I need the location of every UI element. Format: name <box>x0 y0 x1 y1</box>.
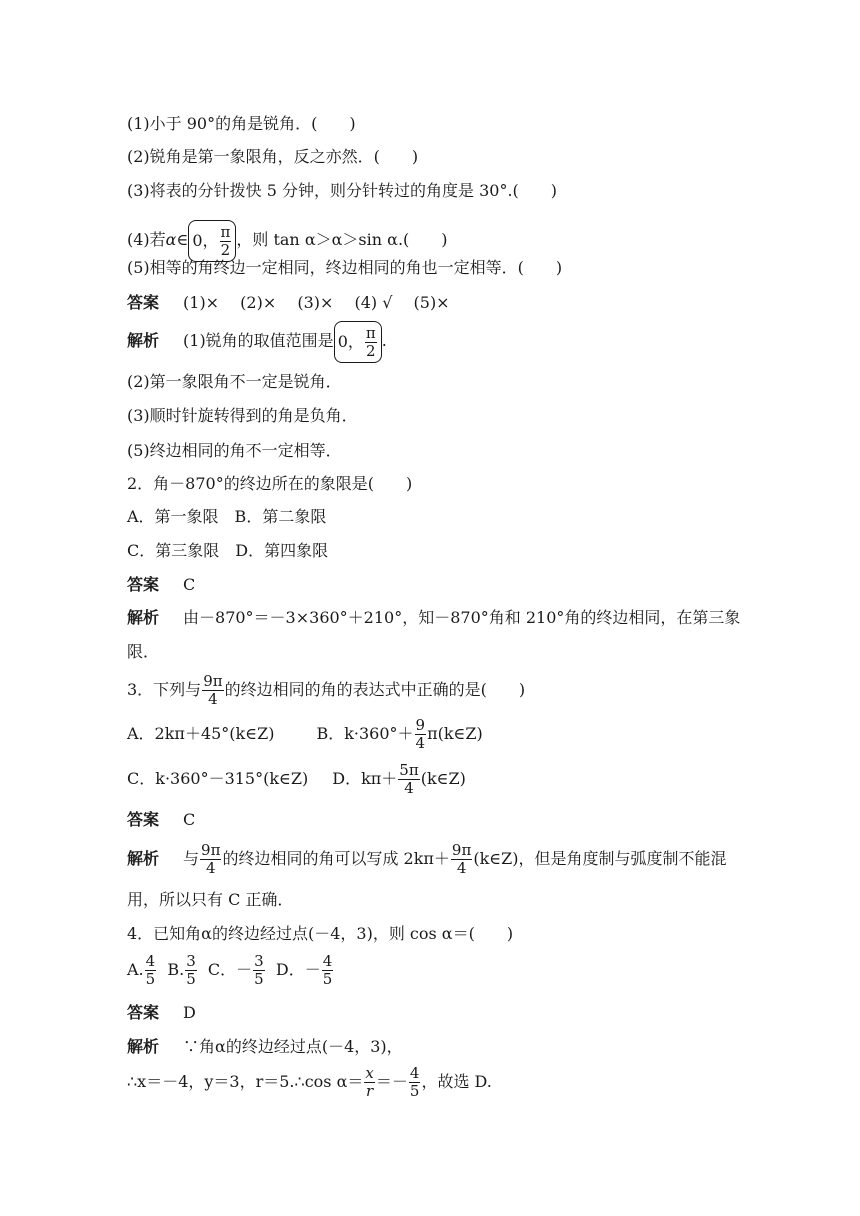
fraction-pi-over-2: $\frac{\pi}{2}$ <box>220 222 231 259</box>
answer-label: 答案 <box>127 1003 160 1022</box>
fraction-9pi-over-4: $\frac{9\pi}{4}$ <box>203 672 223 708</box>
statement-3: (3)将表的分针拨快 5 分钟，则分针转过的角度是 30°.( ) <box>127 181 558 200</box>
q1-analysis-5: (5)终边相同的角不一定相等． <box>127 441 342 460</box>
fraction-4-over-5: $\frac{4}{5}$ <box>322 952 333 988</box>
statement-4: (4)若α∈ 0， $\frac{\pi}{2}$ ，则 tan α＞α＞sin α.( ) <box>127 219 448 262</box>
q3-options-ab: A．2kπ＋45°(k∈Z) B．k·360°＋ $\frac{9}{4}$ π(k∈Z) <box>127 716 483 752</box>
statement-2: (2)锐角是第一象限角，反之亦然．( ) <box>127 147 419 166</box>
answer-label: 答案 <box>127 293 160 312</box>
q2-answer: 答案 C <box>127 575 196 594</box>
analysis-label: 解析 <box>127 331 160 350</box>
analysis-label: 解析 <box>127 1037 160 1056</box>
analysis-label: 解析 <box>127 608 160 627</box>
statement-1: (1)小于 90°的角是锐角．( ) <box>127 114 356 133</box>
q2-options-ab: A．第一象限 B．第二象限 <box>127 507 327 526</box>
fraction-5pi-over-4: $\frac{5\pi}{4}$ <box>399 761 419 797</box>
q2-analysis-line2: 限． <box>127 642 160 661</box>
fraction-9pi-over-4: $\frac{9\pi}{4}$ <box>201 841 221 877</box>
fraction-4-over-5: $\frac{4}{5}$ <box>409 1064 420 1100</box>
q4-options: A. $\frac{4}{5}$ B. $\frac{3}{5}$ C．－ $\frac{3}{5}$ D．－ $\frac{4}{5}$ <box>127 952 333 988</box>
q1-analysis-2: (2)第一象限角不一定是锐角． <box>127 372 342 391</box>
fraction-3-over-5: $\frac{3}{5}$ <box>254 952 264 988</box>
q2-options-cd: C．第三象限 D．第四象限 <box>127 541 329 560</box>
q3-answer: 答案 C <box>127 810 196 829</box>
q4-analysis-line2: ∴x＝－4，y＝3，r＝5.∴cos α＝ $\frac{x}{r}$ ＝－ $\frac{4}{5}$ ，故选 D. <box>127 1064 492 1100</box>
analysis-label: 解析 <box>127 849 160 868</box>
q4-stem: 4．已知角α的终边经过点(－4，3)，则 cos α＝( ) <box>127 924 514 943</box>
fraction-9pi-over-4: $\frac{9\pi}{4}$ <box>451 841 472 877</box>
fraction-3-over-5: $\frac{3}{5}$ <box>186 952 196 988</box>
interval-bracket: 0， $\frac{\pi}{2}$ <box>188 220 236 262</box>
fraction-x-over-r: $\frac{x}{r}$ <box>365 1064 374 1100</box>
q1-answer: 答案 (1)× (2)× (3)× (4) √ (5)× <box>127 293 450 312</box>
answer-label: 答案 <box>127 810 160 829</box>
q1-analysis-3: (3)顺时针旋转得到的角是负角． <box>127 406 358 425</box>
q4-answer: 答案 D <box>127 1003 196 1022</box>
statement-5: (5)相等的角终边一定相同，终边相同的角也一定相等．( ) <box>127 258 563 277</box>
interval-bracket: 0， $\frac{\pi}{2}$ <box>334 321 382 363</box>
q3-stem: 3．下列与 $\frac{9\pi}{4}$ 的终边相同的角的表达式中正确的是( ) <box>127 672 526 708</box>
q3-analysis-line2: 用，所以只有 C 正确． <box>127 890 294 909</box>
q4-analysis-line1: 解析 ∵角α的终边经过点(－4，3)， <box>127 1037 403 1056</box>
q2-stem: 2．角－870°的终边所在的象限是( ) <box>127 474 413 493</box>
fraction-pi-over-2: $\frac{\pi}{2}$ <box>365 323 376 360</box>
fraction-4-over-5: $\frac{4}{5}$ <box>145 952 156 988</box>
q2-analysis-line1: 解析 由－870°＝－3×360°＋210°，知－870°角和 210°角的终边相同，在第三象 <box>127 608 741 627</box>
q1-analysis-1: 解析 (1)锐角的取值范围是 0， $\frac{\pi}{2}$ . <box>127 320 387 363</box>
q3-options-cd: C．k·360°－315°(k∈Z) D．kπ＋ $\frac{5\pi}{4}$ (k∈Z) <box>127 761 466 797</box>
q3-analysis-line1: 解析 与 $\frac{9\pi}{4}$ 的终边相同的角可以写成 2kπ＋ $\frac{9\pi}{4}$ (k∈Z)，但是角度制与弧度制不能混 <box>127 841 727 877</box>
fraction-9-over-4: $\frac{9}{4}$ <box>415 716 426 752</box>
answer-label: 答案 <box>127 575 160 594</box>
